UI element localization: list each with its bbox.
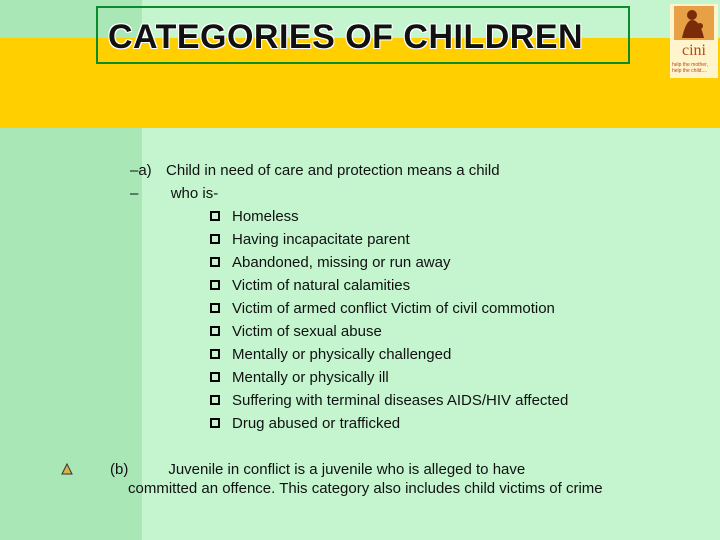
checkbox-bullet-icon xyxy=(210,234,220,244)
checkbox-bullet-icon xyxy=(210,372,220,382)
logo-tagline: help the mother, help the child.... xyxy=(672,62,708,74)
list-item: Victim of natural calamities xyxy=(208,274,568,297)
list-item: Having incapacitate parent xyxy=(208,228,568,251)
list-item: Mentally or physically challenged xyxy=(208,343,568,366)
intro-line-a xyxy=(130,162,500,179)
list-item: Mentally or physically ill xyxy=(208,366,568,389)
mother-child-icon xyxy=(670,4,718,42)
list-item: Homeless xyxy=(208,205,568,228)
list-item: Suffering with terminal diseases AIDS/HIV affected xyxy=(208,389,568,412)
slide-title: CATEGORIES OF CHILDREN xyxy=(108,18,584,56)
intro-b-prefix: – xyxy=(130,185,139,202)
para-b-line2: committed an offence. This category also includes child victims of crime xyxy=(128,480,603,497)
list-item: Victim of armed conflict Victim of civil commotion xyxy=(208,297,568,320)
checkbox-bullet-icon xyxy=(210,257,220,267)
checkbox-bullet-icon xyxy=(210,395,220,405)
intro-a-text: Child in need of care and protection means a child xyxy=(166,162,500,179)
list-item: Victim of sexual abuse xyxy=(208,320,568,343)
list-item: Drug abused or trafficked xyxy=(208,412,568,435)
intro-b-text: who is- xyxy=(170,185,219,202)
checkbox-bullet-icon xyxy=(210,280,220,290)
checkbox-bullet-icon xyxy=(210,418,220,428)
checkbox-bullet-icon xyxy=(210,326,220,336)
para-b-line1: Juvenile in conflict is a juvenile who is alleged to have xyxy=(168,461,526,478)
cini-logo xyxy=(670,4,718,78)
para-b-label: (b) xyxy=(110,461,129,478)
checkbox-bullet-icon xyxy=(210,349,220,359)
intro-line-b xyxy=(130,185,218,202)
checkbox-bullet-icon xyxy=(210,303,220,313)
intro-a-prefix: –a) xyxy=(130,162,152,179)
checkbox-bullet-icon xyxy=(210,211,220,221)
paragraph-b xyxy=(110,460,670,498)
pen-bullet-icon xyxy=(60,462,74,476)
list-item: Abandoned, missing or run away xyxy=(208,251,568,274)
category-list xyxy=(208,205,568,435)
logo-wordmark: cini xyxy=(682,42,706,59)
